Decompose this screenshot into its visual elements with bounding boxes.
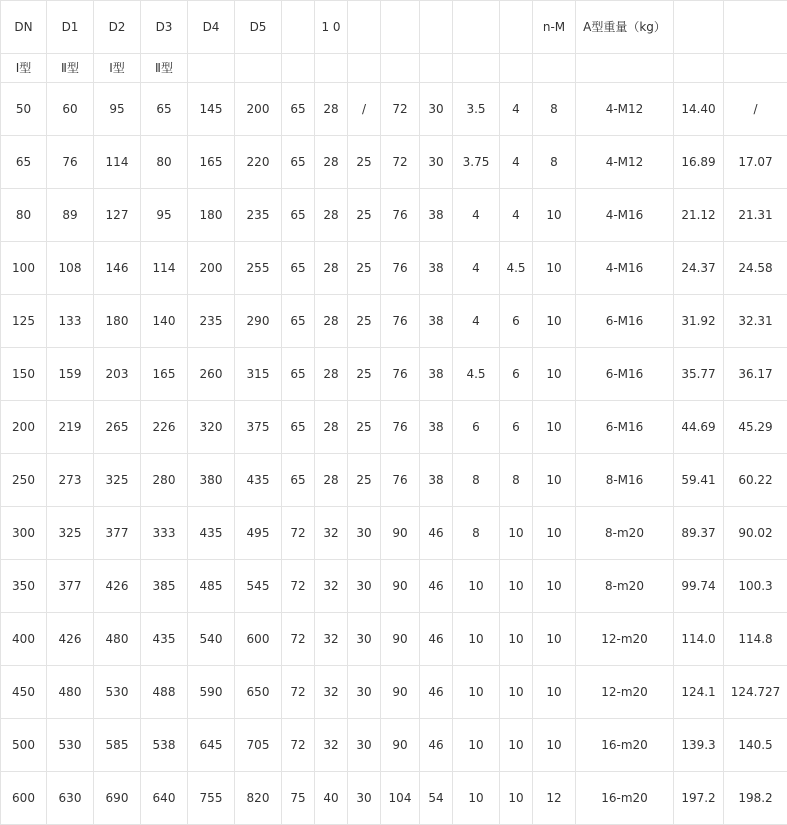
table-cell: 4-M12 (576, 83, 674, 136)
table-cell: 290 (235, 295, 282, 348)
table-cell: 10 (533, 560, 576, 613)
table-cell (381, 54, 420, 83)
table-cell: 375 (235, 401, 282, 454)
table-cell: 36.17 (724, 348, 787, 401)
table-cell: 30 (420, 83, 453, 136)
table-cell: 89 (47, 189, 94, 242)
table-cell: 435 (235, 454, 282, 507)
table-cell: 4-M16 (576, 242, 674, 295)
table-cell: 90 (381, 560, 420, 613)
table-cell: 377 (47, 560, 94, 613)
table-cell: 8 (453, 454, 500, 507)
table-cell: 265 (94, 401, 141, 454)
table-cell: 76 (381, 454, 420, 507)
table-cell (724, 54, 787, 83)
table-cell: 146 (94, 242, 141, 295)
table-cell: 226 (141, 401, 188, 454)
table-cell (674, 1, 724, 54)
table-cell: 426 (94, 560, 141, 613)
table-cell: DN (1, 1, 47, 54)
table-cell: 30 (348, 719, 381, 772)
table-cell: 60 (47, 83, 94, 136)
table-cell: 65 (282, 189, 315, 242)
table-cell: 114 (94, 136, 141, 189)
table-cell: 104 (381, 772, 420, 825)
table-cell: 3.75 (453, 136, 500, 189)
table-cell: 197.2 (674, 772, 724, 825)
table-cell: 21.12 (674, 189, 724, 242)
table-cell: 165 (188, 136, 235, 189)
table-cell: 30 (348, 613, 381, 666)
table-cell: 89.37 (674, 507, 724, 560)
table-cell: 8 (453, 507, 500, 560)
table-cell: 450 (1, 666, 47, 719)
table-cell: / (348, 83, 381, 136)
table-cell: 46 (420, 613, 453, 666)
table-cell: 600 (1, 772, 47, 825)
table-cell: 72 (381, 83, 420, 136)
table-cell: 165 (141, 348, 188, 401)
table-cell: 4-M16 (576, 189, 674, 242)
table-cell: 25 (348, 454, 381, 507)
table-cell: 114.0 (674, 613, 724, 666)
table-cell: 59.41 (674, 454, 724, 507)
table-cell: 180 (188, 189, 235, 242)
table-cell: 325 (47, 507, 94, 560)
table-row (1, 242, 787, 295)
table-cell: 24.37 (674, 242, 724, 295)
table-cell: 820 (235, 772, 282, 825)
table-cell: 10 (533, 507, 576, 560)
table-row (1, 507, 787, 560)
table-cell: 90 (381, 719, 420, 772)
table-cell: 65 (282, 136, 315, 189)
table-cell: 25 (348, 401, 381, 454)
table-cell: 590 (188, 666, 235, 719)
table-cell: 10 (533, 242, 576, 295)
table-cell: 4 (500, 136, 533, 189)
table-cell: 630 (47, 772, 94, 825)
table-cell: 72 (282, 507, 315, 560)
table-cell: 235 (235, 189, 282, 242)
table-cell: 40 (315, 772, 348, 825)
table-cell (500, 54, 533, 83)
table-cell: 250 (1, 454, 47, 507)
table-cell: 140 (141, 295, 188, 348)
table-cell: 114.8 (724, 613, 787, 666)
table-cell: Ⅱ型 (141, 54, 188, 83)
table-cell: 28 (315, 189, 348, 242)
table-cell: 28 (315, 401, 348, 454)
table-cell: 8 (533, 136, 576, 189)
table-cell: 350 (1, 560, 47, 613)
table-cell: 76 (381, 189, 420, 242)
table-cell: 30 (348, 772, 381, 825)
table-cell: 38 (420, 454, 453, 507)
table-cell: 4-M12 (576, 136, 674, 189)
table-cell: 8-m20 (576, 560, 674, 613)
table-cell: 90 (381, 507, 420, 560)
table-cell: 545 (235, 560, 282, 613)
table-cell (453, 54, 500, 83)
table-cell: 6-M16 (576, 401, 674, 454)
table-cell: 17.07 (724, 136, 787, 189)
table-cell: 530 (47, 719, 94, 772)
table-cell: 485 (188, 560, 235, 613)
table-cell: 65 (141, 83, 188, 136)
table-cell: 65 (282, 83, 315, 136)
table-cell: 25 (348, 189, 381, 242)
table-cell: 65 (1, 136, 47, 189)
table-cell (315, 54, 348, 83)
table-cell: D5 (235, 1, 282, 54)
table-cell: 16-m20 (576, 719, 674, 772)
table-cell: 16.89 (674, 136, 724, 189)
table-cell: 35.77 (674, 348, 724, 401)
table-cell: 80 (141, 136, 188, 189)
table-cell: 755 (188, 772, 235, 825)
table-row (1, 83, 787, 136)
table-cell (453, 1, 500, 54)
table-cell: 145 (188, 83, 235, 136)
table-cell: 10 (453, 560, 500, 613)
table-cell: n-M (533, 1, 576, 54)
table-cell: 28 (315, 83, 348, 136)
table-cell (235, 54, 282, 83)
table-cell: 46 (420, 560, 453, 613)
table-cell: 530 (94, 666, 141, 719)
table-cell: 10 (533, 295, 576, 348)
table-cell: 76 (381, 242, 420, 295)
table-cell: 14.40 (674, 83, 724, 136)
table-cell: 200 (235, 83, 282, 136)
table-cell: 435 (188, 507, 235, 560)
table-cell (381, 1, 420, 54)
table-cell: 72 (381, 136, 420, 189)
table-cell: 65 (282, 295, 315, 348)
table-cell: 540 (188, 613, 235, 666)
table-cell: 65 (282, 454, 315, 507)
table-cell: 220 (235, 136, 282, 189)
table-cell: 6 (500, 348, 533, 401)
table-cell: 38 (420, 401, 453, 454)
table-row (1, 295, 787, 348)
table-cell: 65 (282, 348, 315, 401)
table-row (1, 136, 787, 189)
table-cell: 180 (94, 295, 141, 348)
table-cell: 80 (1, 189, 47, 242)
table-cell: 219 (47, 401, 94, 454)
table-cell: 30 (420, 136, 453, 189)
table-cell (348, 1, 381, 54)
table-cell: 600 (235, 613, 282, 666)
table-cell: 380 (188, 454, 235, 507)
table-cell: 21.31 (724, 189, 787, 242)
table-cell (674, 54, 724, 83)
table-cell: 538 (141, 719, 188, 772)
table-cell: 125 (1, 295, 47, 348)
table-cell: 32 (315, 560, 348, 613)
table-cell: 6-M16 (576, 348, 674, 401)
table-cell: 72 (282, 719, 315, 772)
table-cell: 280 (141, 454, 188, 507)
table-cell: 10 (500, 507, 533, 560)
table-cell: 45.29 (724, 401, 787, 454)
table-cell: 4.5 (500, 242, 533, 295)
table-cell: 6-M16 (576, 295, 674, 348)
table-cell: 10 (500, 560, 533, 613)
table-cell: 480 (94, 613, 141, 666)
table-cell: 10 (453, 613, 500, 666)
table-cell: 65 (282, 242, 315, 295)
table-cell: 16-m20 (576, 772, 674, 825)
table-cell: 32 (315, 507, 348, 560)
table-row (1, 348, 787, 401)
table-cell: 4 (453, 295, 500, 348)
table-cell: 10 (500, 719, 533, 772)
table-row (1, 613, 787, 666)
table-cell: 300 (1, 507, 47, 560)
table-cell: 10 (533, 613, 576, 666)
table-cell: 8-m20 (576, 507, 674, 560)
table-cell: 31.92 (674, 295, 724, 348)
table-cell: 76 (47, 136, 94, 189)
table-cell: 315 (235, 348, 282, 401)
table-cell: 30 (348, 666, 381, 719)
table-cell: 46 (420, 666, 453, 719)
table-cell: 273 (47, 454, 94, 507)
table-row (1, 772, 787, 825)
table-cell: 10 (533, 189, 576, 242)
table-cell: 127 (94, 189, 141, 242)
table-cell: 255 (235, 242, 282, 295)
table-cell: 377 (94, 507, 141, 560)
table-cell: 25 (348, 242, 381, 295)
table-cell: 260 (188, 348, 235, 401)
table-cell: 435 (141, 613, 188, 666)
table-cell: 200 (188, 242, 235, 295)
table-cell: 124.727 (724, 666, 787, 719)
table-cell: 72 (282, 613, 315, 666)
table-cell: 76 (381, 348, 420, 401)
table-cell: 10 (500, 666, 533, 719)
table-cell: 4 (500, 189, 533, 242)
table-cell: 50 (1, 83, 47, 136)
table-cell (188, 54, 235, 83)
table-cell (282, 1, 315, 54)
table-cell: Ⅱ型 (47, 54, 94, 83)
table-cell: 72 (282, 666, 315, 719)
table-cell (533, 54, 576, 83)
table-cell: 235 (188, 295, 235, 348)
table-row (1, 189, 787, 242)
table-cell: / (724, 83, 787, 136)
table-cell: 76 (381, 401, 420, 454)
table-cell: 90 (381, 666, 420, 719)
table-cell: 46 (420, 719, 453, 772)
table-cell: 4 (500, 83, 533, 136)
table-cell: 140.5 (724, 719, 787, 772)
table-cell: 139.3 (674, 719, 724, 772)
table-cell: 4.5 (453, 348, 500, 401)
table-cell: A型重量（kg） (576, 1, 674, 54)
table-cell: 150 (1, 348, 47, 401)
table-row (1, 666, 787, 719)
table-cell (420, 1, 453, 54)
table-cell: 100 (1, 242, 47, 295)
table-cell: 72 (282, 560, 315, 613)
table-cell: 46 (420, 507, 453, 560)
table-cell: 400 (1, 613, 47, 666)
table-cell: 4 (453, 189, 500, 242)
table-cell: 24.58 (724, 242, 787, 295)
table-cell: 32.31 (724, 295, 787, 348)
table-cell: 124.1 (674, 666, 724, 719)
header-row (1, 1, 787, 54)
table-cell: 30 (348, 507, 381, 560)
table-cell: 12-m20 (576, 666, 674, 719)
table-cell: 480 (47, 666, 94, 719)
table-cell: 8-M16 (576, 454, 674, 507)
table-cell: 200 (1, 401, 47, 454)
table-cell: 95 (94, 83, 141, 136)
table-cell: 32 (315, 719, 348, 772)
table-cell: 6 (500, 401, 533, 454)
table-cell: 10 (533, 348, 576, 401)
table-cell: 28 (315, 136, 348, 189)
table-cell: D4 (188, 1, 235, 54)
table-cell: 38 (420, 242, 453, 295)
table-cell (724, 1, 787, 54)
table-body (1, 1, 787, 825)
table-cell: 75 (282, 772, 315, 825)
table-cell: 133 (47, 295, 94, 348)
table-cell: 385 (141, 560, 188, 613)
table-cell: 60.22 (724, 454, 787, 507)
table-cell: 640 (141, 772, 188, 825)
table-cell: Ⅰ型 (94, 54, 141, 83)
table-cell: 10 (453, 719, 500, 772)
table-cell: D2 (94, 1, 141, 54)
table-cell: 38 (420, 295, 453, 348)
table-cell: 1 0 (315, 1, 348, 54)
table-cell: 30 (348, 560, 381, 613)
table-cell: 32 (315, 666, 348, 719)
table-cell: 6 (500, 295, 533, 348)
table-cell: 585 (94, 719, 141, 772)
table-cell: 10 (453, 772, 500, 825)
table-cell: 25 (348, 295, 381, 348)
table-cell: 114 (141, 242, 188, 295)
table-cell: 6 (453, 401, 500, 454)
table-cell (282, 54, 315, 83)
table-cell: 10 (500, 772, 533, 825)
table-cell: 500 (1, 719, 47, 772)
table-cell: 28 (315, 348, 348, 401)
table-cell: 10 (533, 401, 576, 454)
table-cell: 159 (47, 348, 94, 401)
table-cell: 28 (315, 454, 348, 507)
table-cell: 25 (348, 348, 381, 401)
table-cell: 495 (235, 507, 282, 560)
table-cell: 10 (453, 666, 500, 719)
table-cell: 44.69 (674, 401, 724, 454)
table-cell (420, 54, 453, 83)
table-cell: 90 (381, 613, 420, 666)
table-cell: 333 (141, 507, 188, 560)
table-cell: 10 (533, 454, 576, 507)
table-cell: D1 (47, 1, 94, 54)
table-cell: 95 (141, 189, 188, 242)
table-cell: 12-m20 (576, 613, 674, 666)
table-cell: 99.74 (674, 560, 724, 613)
table-cell: 100.3 (724, 560, 787, 613)
table-cell: 10 (500, 613, 533, 666)
table-cell: 325 (94, 454, 141, 507)
table-cell: D3 (141, 1, 188, 54)
table-cell: 4 (453, 242, 500, 295)
table-cell: 320 (188, 401, 235, 454)
table-cell: 10 (533, 666, 576, 719)
table-cell (500, 1, 533, 54)
table-cell: 65 (282, 401, 315, 454)
table-cell: 198.2 (724, 772, 787, 825)
table-cell: 12 (533, 772, 576, 825)
table-cell: 705 (235, 719, 282, 772)
table-cell (576, 54, 674, 83)
table-cell: 8 (500, 454, 533, 507)
table-cell: 38 (420, 189, 453, 242)
table-cell: 54 (420, 772, 453, 825)
table-cell: 10 (533, 719, 576, 772)
table-cell: Ⅰ型 (1, 54, 47, 83)
table-cell: 28 (315, 242, 348, 295)
table-cell: 38 (420, 348, 453, 401)
table-cell: 645 (188, 719, 235, 772)
table-cell: 488 (141, 666, 188, 719)
table-row (1, 401, 787, 454)
table-cell: 25 (348, 136, 381, 189)
table-row (1, 560, 787, 613)
table-cell: 32 (315, 613, 348, 666)
table-cell: 690 (94, 772, 141, 825)
table-cell (348, 54, 381, 83)
table-row (1, 719, 787, 772)
table-cell: 3.5 (453, 83, 500, 136)
table-row (1, 454, 787, 507)
table-cell: 90.02 (724, 507, 787, 560)
table-cell: 8 (533, 83, 576, 136)
subheader-row (1, 54, 787, 83)
table-cell: 203 (94, 348, 141, 401)
table-cell: 426 (47, 613, 94, 666)
table-cell: 76 (381, 295, 420, 348)
table-cell: 650 (235, 666, 282, 719)
table-cell: 108 (47, 242, 94, 295)
table-cell: 28 (315, 295, 348, 348)
